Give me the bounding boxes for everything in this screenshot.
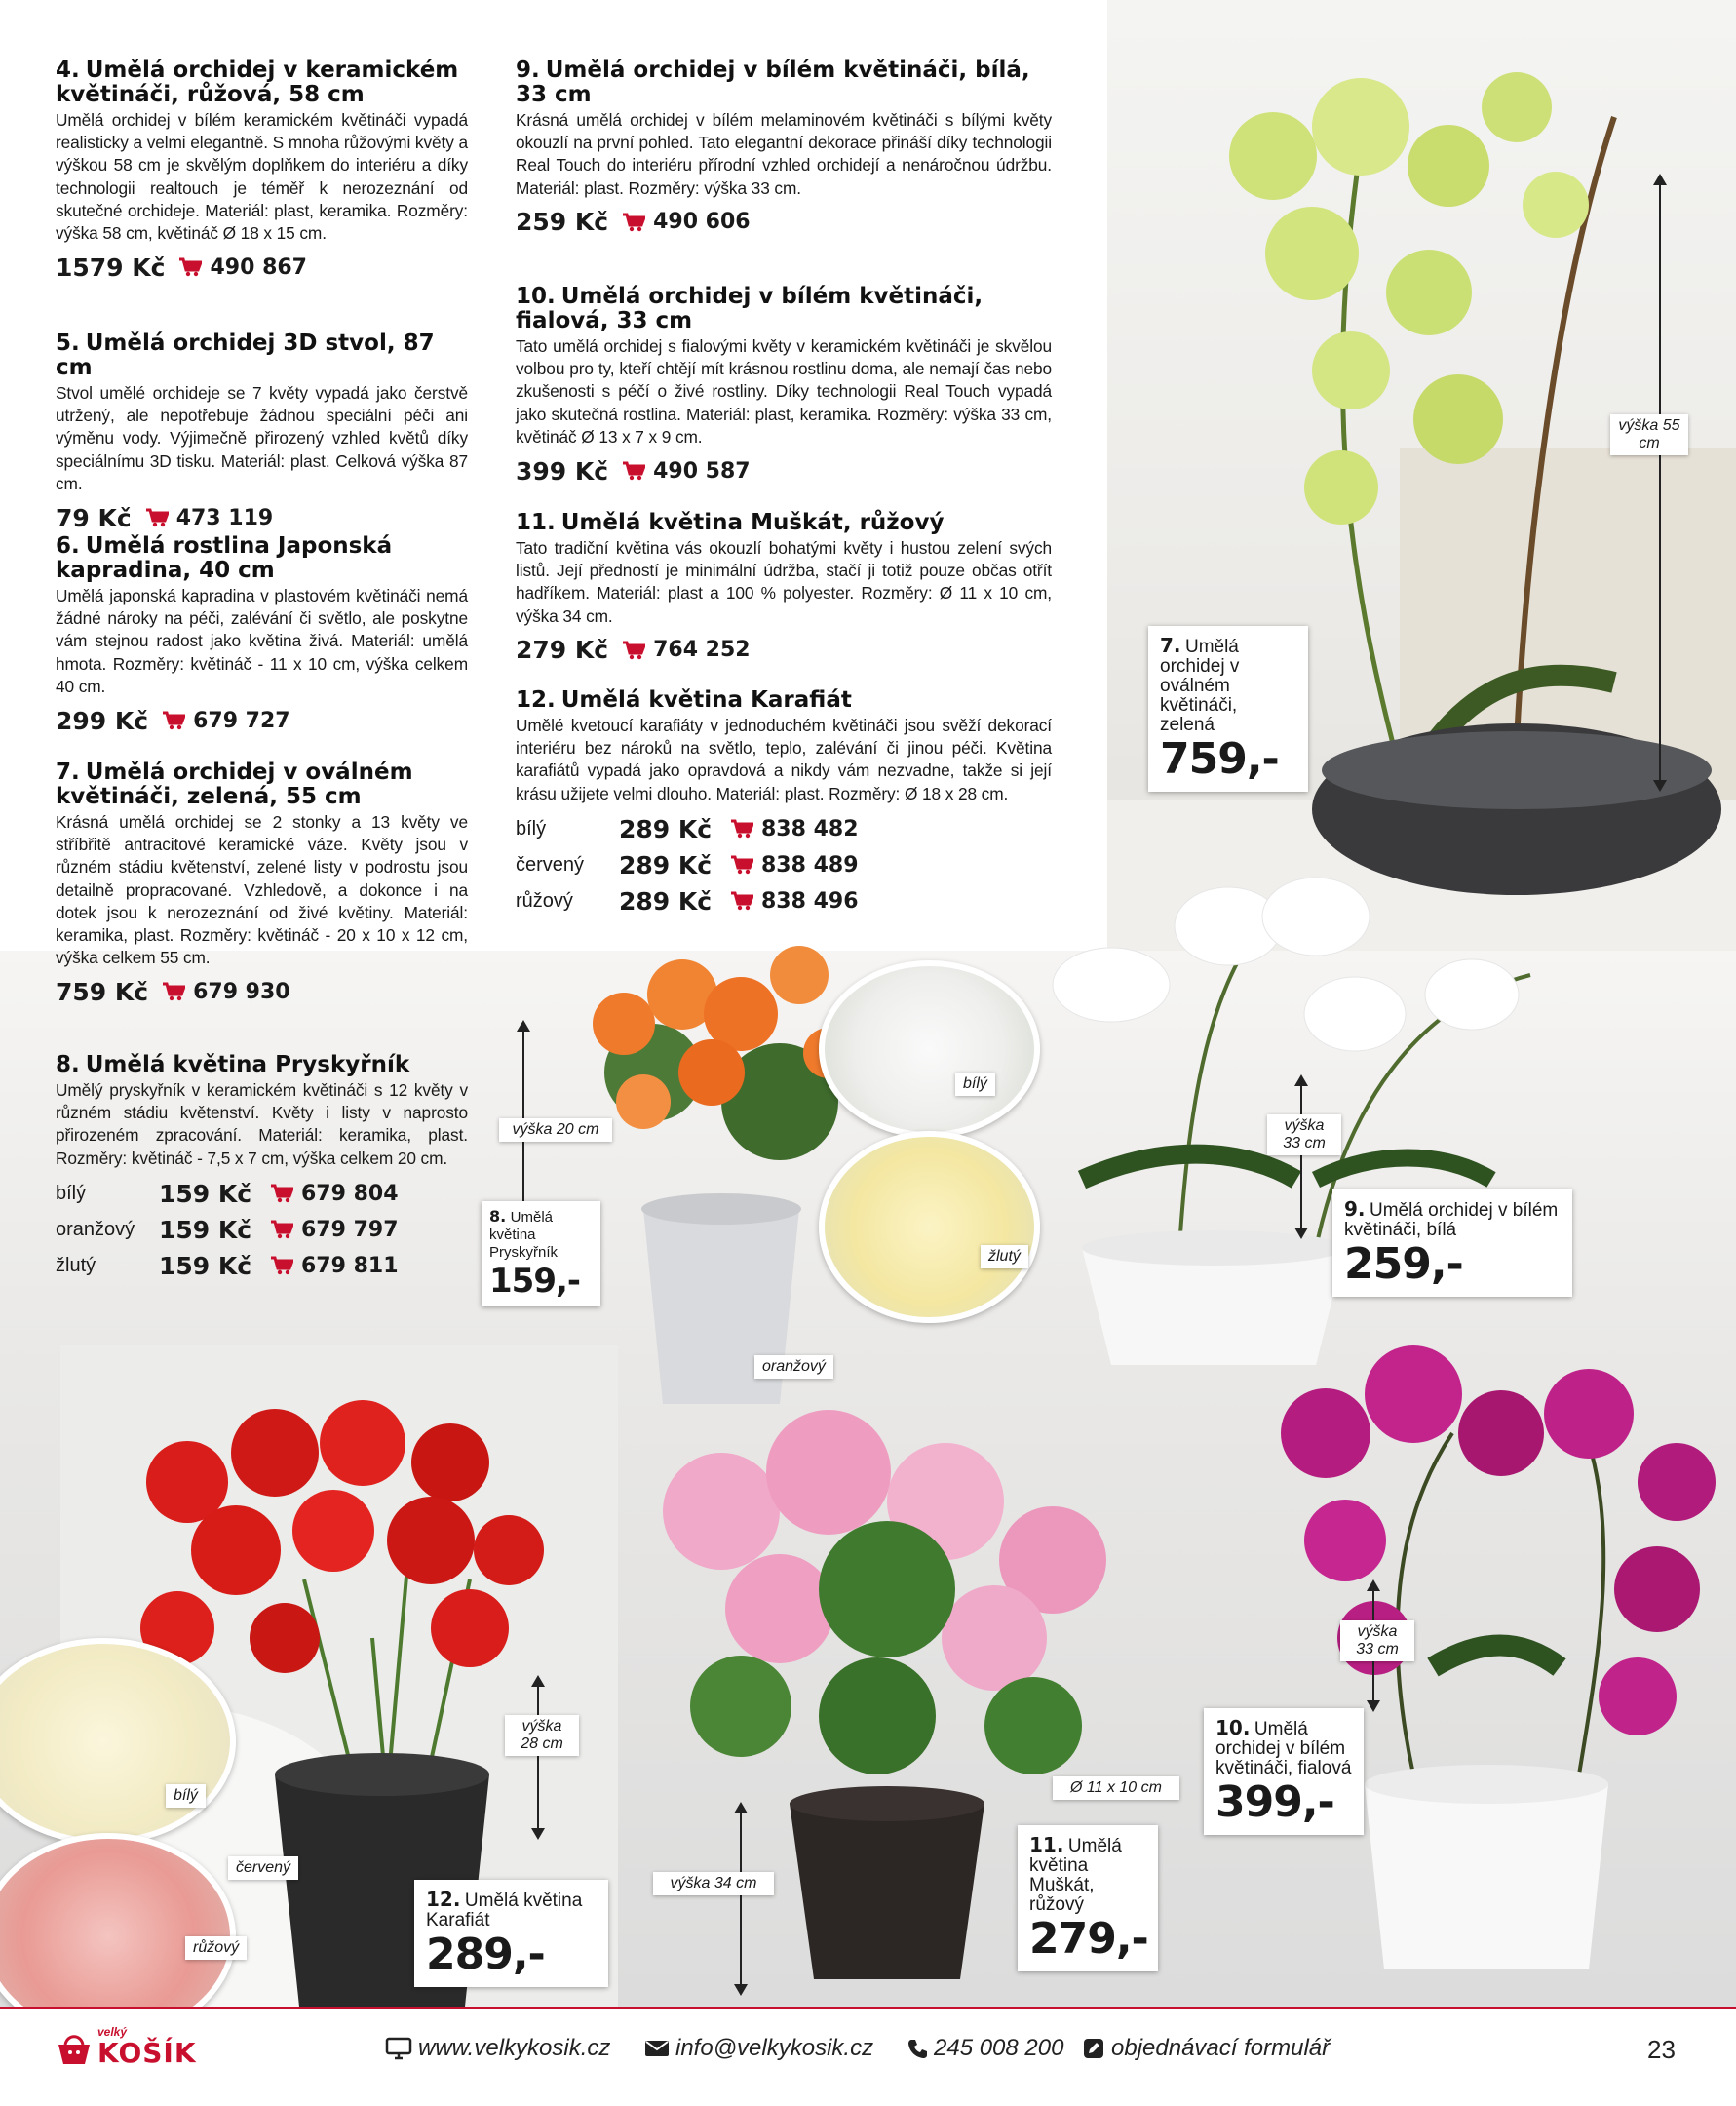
price-tag-name: Umělá květina Karafiát <box>426 1891 583 1930</box>
price-tag-number: 9. <box>1344 1197 1366 1221</box>
product-12-number: 12. <box>516 687 556 713</box>
basket-logo-icon <box>55 2029 94 2068</box>
variant-label-orange: oranžový <box>754 1355 833 1379</box>
product-6-price: 299 Kč <box>56 706 149 735</box>
price-tag-number: 12. <box>426 1888 461 1911</box>
website-text: www.velkykosik.cz <box>418 2035 611 2061</box>
phone-link[interactable] <box>907 2035 1063 2062</box>
cart-icon[interactable] <box>730 819 753 838</box>
product-10-price: 399 Kč <box>516 456 609 486</box>
product-5 <box>56 332 468 534</box>
price-tag-price: 399,- <box>1215 1777 1334 1827</box>
height-label: výška 28 cm <box>505 1715 579 1756</box>
product-6-number: 6. <box>56 533 80 559</box>
height-label: výška 55 cm <box>1610 414 1688 455</box>
cart-icon[interactable] <box>622 641 645 660</box>
order-form-text: objednávací formulář <box>1111 2035 1331 2061</box>
product-7-price: 759 Kč <box>56 977 149 1006</box>
diameter-label: Ø 11 x 10 cm <box>1053 1776 1179 1800</box>
product-11-price: 279 Kč <box>516 636 609 665</box>
order-form-link[interactable] <box>1082 2035 1330 2062</box>
price-tag-name: Umělá orchidej v bílém květináči, bílá <box>1344 1200 1559 1240</box>
price-tag-7 <box>1148 626 1308 792</box>
variant-name: bílý <box>516 817 547 839</box>
variant-name: bílý <box>56 1182 87 1204</box>
cart-icon[interactable] <box>270 1184 293 1203</box>
cart-icon[interactable] <box>622 213 645 232</box>
product-6 <box>56 534 468 737</box>
product-9-title: Umělá orchidej v bílém květináči, bílá, 33 cm <box>516 58 1030 107</box>
product-4-title: Umělá orchidej v keramickém květináči, růžová, 58 cm <box>56 58 459 107</box>
height-label: výška 34 cm <box>653 1872 774 1895</box>
phone-text: 245 008 200 <box>934 2035 1064 2061</box>
height-label: výška 20 cm <box>499 1118 612 1142</box>
inset-white-ranunculus <box>819 960 1040 1138</box>
product-6-title: Umělá rostlina Japonská kapradina, 40 cm <box>56 533 393 583</box>
variant-code: 679 797 <box>301 1217 399 1242</box>
product-9-description: Krásná umělá orchidej v bílém melaminovém květináči s bílými květy okouzlí na první pohled. Tato elegantní dekorace přináší díky technologii Real Touch do interiéru přírodní vzhled orchidejí a nenáročnou údržbu. Materiál: plast. Rozměry: výška 33 cm. <box>516 110 1052 198</box>
inset-yellow-ranunculus <box>819 1131 1040 1323</box>
product-9 <box>516 58 1052 239</box>
cart-icon[interactable] <box>270 1220 293 1239</box>
price-tag-price: 279,- <box>1029 1914 1148 1964</box>
edit-form-icon <box>1082 2037 1105 2060</box>
variant-code: 838 496 <box>761 888 859 914</box>
price-tag-10 <box>1204 1708 1364 1835</box>
height-arrow <box>1300 1076 1302 1237</box>
price-tag-number: 8. <box>489 1207 507 1226</box>
product-12-title: Umělá květina Karafiát <box>560 687 852 713</box>
photo-green-orchid <box>1107 0 1736 951</box>
product-8-title: Umělá květina Pryskyřník <box>85 1052 410 1077</box>
variant-row <box>56 1176 468 1212</box>
variant-row <box>516 883 1052 919</box>
product-5-number: 5. <box>56 331 80 356</box>
product-5-title: Umělá orchidej 3D stvol, 87 cm <box>56 331 435 380</box>
product-10-title: Umělá orchidej v bílém květináči, fialová, 33 cm <box>516 284 984 333</box>
price-tag-9 <box>1332 1190 1572 1297</box>
variant-price: 289 Kč <box>619 850 713 879</box>
price-tag-number: 10. <box>1215 1716 1251 1739</box>
product-8-number: 8. <box>56 1052 80 1077</box>
brand-small: velký <box>97 2025 128 2039</box>
variant-name: oranžový <box>56 1218 135 1240</box>
variant-price: 159 Kč <box>159 1179 252 1208</box>
product-9-code: 490 606 <box>653 210 751 235</box>
variant-label-pink: růžový <box>185 1936 247 1960</box>
cart-icon[interactable] <box>162 711 185 730</box>
product-7-description: Krásná umělá orchidej se 2 stonky a 13 květy ve stříbřitě antracitové keramické váze. Květy jsou v různém stádiu květenství, zelené listy v podrostu jsou detailně propracované. Vzhledově, a dokonce i na dotek jsou k nerozeznání od živé květiny. Materiál: keramika, plast. Rozměry: květináč - 20 x 10 x 12 cm, výška celkem 55 cm. <box>56 812 468 968</box>
cart-icon[interactable] <box>730 855 753 875</box>
price-tag-8 <box>482 1201 600 1306</box>
cart-icon[interactable] <box>145 508 169 527</box>
phone-icon <box>907 2038 928 2059</box>
variant-row <box>56 1248 468 1284</box>
variant-name: červený <box>516 853 585 876</box>
variant-name: růžový <box>516 889 573 912</box>
email-link[interactable] <box>644 2035 873 2062</box>
product-11-title: Umělá květina Muškát, růžový <box>560 510 945 535</box>
variant-row <box>56 1212 468 1248</box>
variant-row <box>516 811 1052 847</box>
variant-code: 679 811 <box>301 1253 399 1278</box>
product-10-code: 490 587 <box>653 458 751 484</box>
variant-code: 679 804 <box>301 1181 399 1206</box>
variant-price: 159 Kč <box>159 1251 252 1280</box>
price-tag-name: Umělá orchidej v bílém květináči, fialová <box>1215 1719 1352 1778</box>
product-4 <box>56 58 468 284</box>
height-arrow <box>537 1677 539 1838</box>
product-7 <box>56 760 468 1008</box>
price-tag-name: Umělá orchidej v oválném květináči, zelená <box>1160 637 1240 735</box>
product-11-description: Tato tradiční květina vás okouzlí bohatými květy i hustou zelení svých listů. Její předností je minimální údržba, stačí ji totiž pouze občas otřít hadříkem. Materiál: plast a 100 % polyester. Rozměry: Ø 11 x 10 cm, výška 34 cm. <box>516 538 1052 626</box>
product-4-description: Umělá orchidej v bílém keramickém květináči vypadá realisticky a velmi elegantně. S mnoha růžovými květy a výškou 58 cm je skvělým doplňkem do interiéru a díky technologii realtouch je téměř k nerozeznání od skutečné orchideje. Materiál: plast, keramika. Rozměry: výška 58 cm, květináč Ø 18 x 15 cm. <box>56 110 468 244</box>
product-7-code: 679 930 <box>193 979 290 1004</box>
brand-name: KOŠÍK <box>97 2037 197 2069</box>
price-tag-name: Umělá květina Pryskyřník <box>489 1209 559 1261</box>
price-tag-name: Umělá květina Muškát, růžový <box>1029 1836 1122 1915</box>
price-tag-11 <box>1018 1825 1158 1971</box>
brand-logo[interactable] <box>55 2025 201 2072</box>
product-11-number: 11. <box>516 510 556 535</box>
variant-label-white: bílý <box>955 1072 995 1096</box>
product-5-description: Stvol umělé orchideje se 7 květy vypadá jako čerstvě utržený, ale nepotřebuje žádnou speciální péči ani výměnu vody. Výjimečně přirozený vzhled květů díky speciálnímu 3D tisku. Materiál: plast. Celková výška 87 cm. <box>56 383 468 493</box>
product-8-description: Umělý pryskyřník v keramickém květináči s 12 květy v různém stádiu květenství. Květy i listy v naprosto přirozeném zpracování. Materiál: keramika, plast. Rozměry: květináč - 7,5 x 7 cm, výška celkem 20 cm. <box>56 1080 468 1168</box>
price-tag-price: 289,- <box>426 1930 545 1979</box>
page-number: 23 <box>1647 2035 1676 2064</box>
variant-name: žlutý <box>56 1254 96 1276</box>
product-10-description: Tato umělá orchidej s fialovými květy v keramickém květináči je skvělou volbou pro ty, kteří chtějí mít krásnou rostlinu doma, ale nemají čas nebo zkušenosti s péčí o živé rostliny. Díky technologii Real Touch vypadá jako skutečná rostlina. Materiál: plast, keramika. Rozměry: výška 33 cm, květináč Ø 13 x 7 x 9 cm. <box>516 336 1052 447</box>
product-8 <box>56 1053 468 1284</box>
footer <box>0 2007 1736 2091</box>
product-10-number: 10. <box>516 284 556 309</box>
monitor-icon <box>385 2037 412 2060</box>
variant-label-red: červený <box>228 1856 298 1880</box>
cart-icon[interactable] <box>178 257 202 277</box>
variant-price: 289 Kč <box>619 886 713 916</box>
product-11 <box>516 511 1052 667</box>
cart-icon[interactable] <box>622 461 645 481</box>
variant-price: 289 Kč <box>619 814 713 843</box>
price-tag-number: 7. <box>1160 634 1181 657</box>
variant-code: 838 489 <box>761 852 859 878</box>
product-12 <box>516 688 1052 919</box>
product-5-price: 79 Kč <box>56 503 132 532</box>
price-tag-12 <box>414 1880 608 1987</box>
height-arrow <box>1659 176 1661 790</box>
product-12-description: Umělé kvetoucí karafiáty v jednoduchém květináči jsou svěží dekorací interiéru bez nároků na světlo, teplo, zalévání či jinou péči. Květina karafiátů vypadá jako opravdová a nikdy vám nezvadne, takže si její krásu užijete velmi dlouho. Materiál: plast. Rozměry: Ø 18 x 28 cm. <box>516 716 1052 803</box>
cart-icon[interactable] <box>730 891 753 911</box>
height-label: výška 33 cm <box>1340 1620 1414 1661</box>
price-tag-price: 759,- <box>1160 734 1279 784</box>
product-6-code: 679 727 <box>193 708 290 733</box>
product-7-title: Umělá orchidej v oválném květináči, zelená, 55 cm <box>56 760 413 809</box>
product-4-code: 490 867 <box>210 254 307 280</box>
product-7-number: 7. <box>56 760 80 785</box>
variant-price: 159 Kč <box>159 1215 252 1244</box>
product-9-price: 259 Kč <box>516 208 609 237</box>
variant-code: 838 482 <box>761 816 859 841</box>
product-6-description: Umělá japonská kapradina v plastovém květináči nemá žádné nároky na péči, zalévání či světlo, ale poskytne vám stejnou radost jako květina živá. Materiál: umělá hmota. Rozměry: květináč - 11 x 10 cm, výška celkem 40 cm. <box>56 586 468 696</box>
height-label: výška 33 cm <box>1267 1114 1341 1155</box>
cart-icon[interactable] <box>162 982 185 1001</box>
product-5-code: 473 119 <box>175 505 274 530</box>
price-tag-price: 159,- <box>489 1262 580 1301</box>
website-link[interactable] <box>385 2035 610 2062</box>
cart-icon[interactable] <box>270 1256 293 1275</box>
variant-row <box>516 847 1052 883</box>
product-4-number: 4. <box>56 58 80 83</box>
variant-label-white: bílý <box>166 1784 206 1808</box>
price-tag-price: 259,- <box>1344 1239 1463 1289</box>
envelope-icon <box>644 2039 670 2058</box>
product-11-code: 764 252 <box>653 638 751 663</box>
product-10 <box>516 285 1052 488</box>
photo-purple-orchid <box>1267 1346 1725 1970</box>
product-4-price: 1579 Kč <box>56 253 166 282</box>
email-text: info@velkykosik.cz <box>675 2035 874 2061</box>
height-arrow <box>740 1804 742 1994</box>
price-tag-number: 11. <box>1029 1833 1064 1856</box>
variant-label-yellow: žlutý <box>981 1245 1028 1268</box>
product-9-number: 9. <box>516 58 540 83</box>
